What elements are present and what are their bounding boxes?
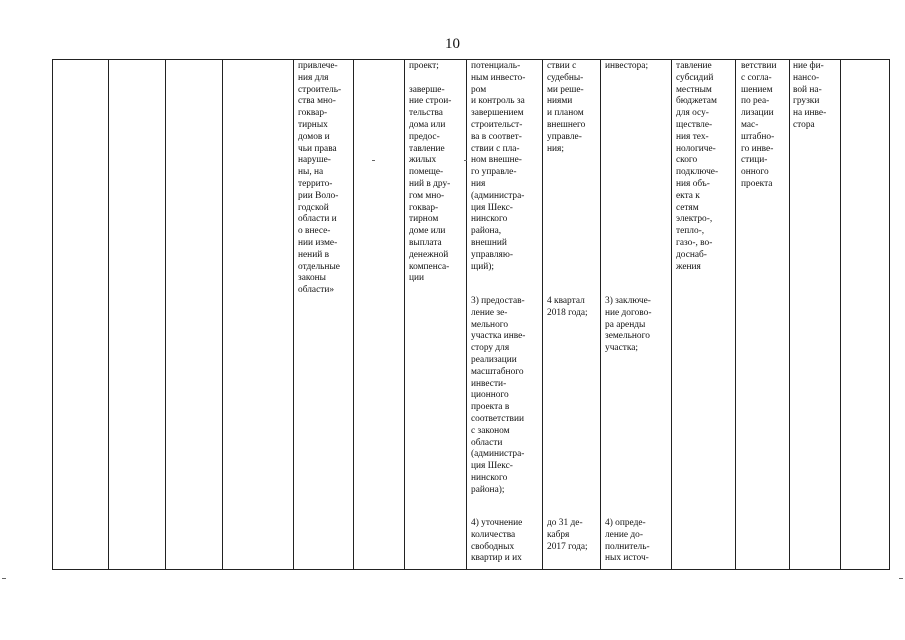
column-divider <box>600 60 601 569</box>
column-divider <box>671 60 672 569</box>
cell-column-13: ние фи- нансо- вой на- грузки на инве- стора <box>793 61 827 130</box>
cell-column-7: проект; заверше- ние строи- тельства дома или предос- тавление жилых помеще- ний в дру- гом мно- гоквар- тирном доме или выплата денежной компенса- ции <box>409 61 452 284</box>
document-table <box>52 59 890 570</box>
column-divider <box>404 60 405 569</box>
scan-mark <box>464 160 467 161</box>
cell-column-10-part-4: 4) опреде- ление до- полнитель- ных источ- <box>605 518 650 564</box>
scan-mark <box>2 578 6 579</box>
column-divider <box>789 60 790 569</box>
cell-column-8-part-4: 4) уточнение количества свободных квартир и их <box>471 518 523 564</box>
column-divider <box>542 60 543 569</box>
cell-column-5: привлече- ния для строитель- ства мно- гоквар- тирных домов и чьи права наруше- ны, на террито- рии Воло- годской области и о внесе- нии изме- нений в отдельные законы области» <box>298 61 342 296</box>
cell-column-10-part-3: 3) заключе- ние догово- ра аренды земельного участка; <box>605 296 652 354</box>
scan-mark <box>899 578 903 579</box>
table-border-left <box>52 60 53 569</box>
column-divider <box>165 60 166 569</box>
column-divider <box>466 60 467 569</box>
page-number: 10 <box>445 36 460 52</box>
cell-column-12: ветствии с согла- шением по реа- лизации мас- штабно- го инве- стици- онного проекта <box>741 61 777 189</box>
cell-column-10-part-1: инвестора; <box>605 61 649 71</box>
column-divider <box>840 60 841 569</box>
cell-column-9-part-3: 4 квартал 2018 года; <box>547 296 588 318</box>
table-border-right <box>889 60 890 569</box>
cell-column-11: тавление субсидий местным бюджетам для осу- ществле- ния тех- нологиче- ского подключе- ния объ- екта к сетям электро-, тепло-, газо-, во- доснаб- жения <box>676 61 719 272</box>
scan-mark <box>372 160 375 161</box>
cell-column-9-part-4: до 31 де- кабря 2017 года; <box>547 518 588 552</box>
column-divider <box>353 60 354 569</box>
column-divider <box>222 60 223 569</box>
cell-column-8-part-1: потенциаль- ным инвесто- ром и контроль за завершением строительст- ва в соответ- ствии с пла- ном внешне- го управле- ния (администра- ция Шекс- нинского района, внешний управляю- щий); <box>471 61 526 272</box>
column-divider <box>108 60 109 569</box>
cell-column-9-part-1: ствии с судебны- ми реше- ниями и планом внешнего управле- ния; <box>547 61 586 154</box>
column-divider <box>293 60 294 569</box>
cell-column-8-part-3: 3) предостав- ление зе- мельного участка инве- стору для реализации масштабного инвести- ционного проекта в соответствии с законом области (администра- ция Шекс- нинского района); <box>471 296 526 495</box>
column-divider <box>735 60 736 569</box>
